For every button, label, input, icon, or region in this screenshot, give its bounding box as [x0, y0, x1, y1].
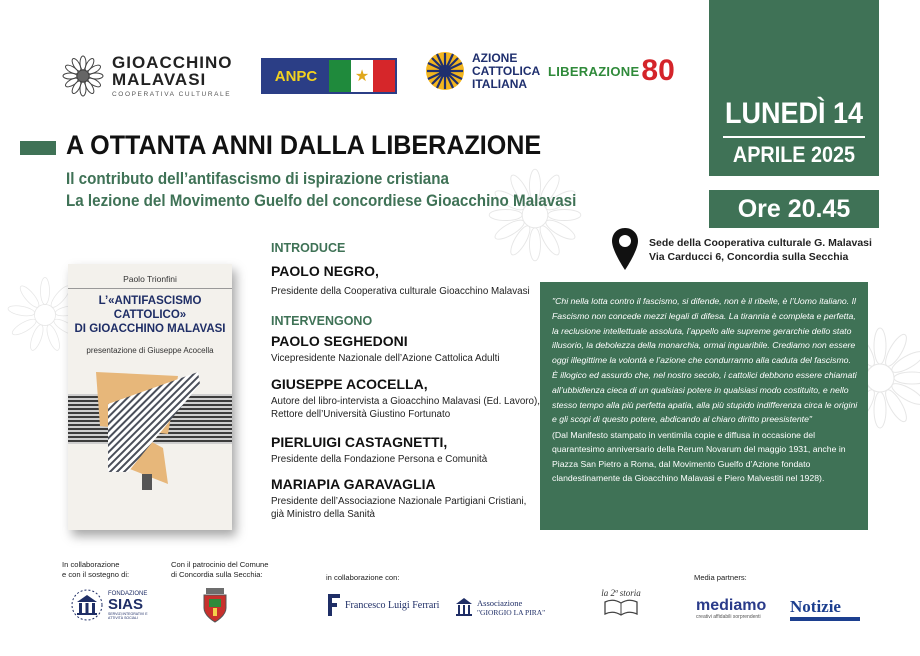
intervengono-label: INTERVENGONO: [271, 314, 373, 328]
date-divider: [723, 136, 865, 138]
mediamo-logo: [696, 598, 766, 620]
storia-logo: [598, 588, 644, 621]
book-presentation: presentazione di Giuseppe Acocella: [86, 346, 214, 355]
sunflower-icon: [62, 55, 104, 97]
quote-box: [540, 282, 868, 530]
ac-line2: CATTOLICA: [472, 63, 541, 78]
speaker-name: GIUSEPPE ACOCELLA,: [271, 376, 428, 392]
book-divider: [68, 288, 232, 289]
open-book-icon: [603, 598, 639, 616]
lapira-line2: "GIORGIO LA PIRA": [477, 607, 546, 617]
mediamo-sub: creativi affidabili sorprendenti: [696, 614, 761, 620]
book-title-line2: CATTOLICO»: [113, 309, 187, 321]
malavasi-subtitle: COOPERATIVA CULTURALE: [112, 91, 232, 98]
subtitle-line2: La lezione del Movimento Guelfo del concordiese Gioacchino Malavasi: [66, 192, 577, 210]
sias-building-icon: [70, 588, 104, 622]
azione-cattolica-logo: [424, 50, 540, 92]
book-title-line3: DI GIOACCHINO MALAVASI: [74, 323, 226, 335]
location-pin-icon: [610, 226, 640, 272]
speaker-name: PAOLO NEGRO,: [271, 263, 379, 279]
venue-line1: Sede della Cooperativa culturale G. Malavasi: [649, 237, 872, 249]
anpc-logo: [261, 58, 397, 94]
speaker-role: già Ministro della Sanità: [271, 509, 376, 520]
title-accent-bar: [20, 141, 56, 155]
venue-address: [649, 236, 872, 264]
sias-sub: SERVIZI INTEGRATIVI E ATTIVITÀ SOCIALI: [108, 611, 148, 620]
footer-collab1-line1: In collaborazione: [62, 560, 120, 569]
book-title-line1: L’«ANTIFASCISMO: [98, 295, 202, 307]
book-author: Paolo Trionfini: [123, 274, 177, 284]
notizie-logo: [790, 598, 860, 621]
ac-line1: AZIONE: [472, 50, 518, 65]
lapira-line1: Associazione: [477, 597, 523, 608]
introduce-label: INTRODUCE: [271, 241, 346, 255]
ac-line3: ITALIANA: [472, 76, 528, 91]
book-cover: [68, 264, 232, 530]
building-icon: [455, 597, 473, 617]
footer-patrocinio-line2: di Concordia sulla Secchia:: [171, 570, 263, 579]
malavasi-name-line2: MALAVASI: [112, 70, 207, 89]
quote-source: (Dal Manifesto stampato in ventimila copie e diffusa in occasione del quarantesimo anniversario della Rerum Novarum del maggio 1931, anche in Piazza San Pietro a Roma, dal Movimento Guelfo d’Azione fondato clandestinamente da Gioacchino Malavasi e Piero Malvestiti nel 1928).: [552, 430, 846, 483]
flower-decoration-icon: [480, 160, 590, 270]
footer-patrocinio: [171, 560, 269, 580]
ferrari-name: Francesco Luigi Ferrari: [345, 599, 440, 611]
event-day: LUNEDÌ 14: [724, 97, 864, 130]
footer-media: Media partners:: [694, 573, 747, 582]
mediamo-name: mediamo: [696, 597, 767, 614]
anpc-text: ANPC: [263, 60, 329, 92]
speaker-name: PIERLUIGI CASTAGNETTI,: [271, 434, 448, 450]
footer-collab2: in collaborazione con:: [326, 573, 400, 582]
event-time: Ore 20.45: [709, 190, 879, 228]
venue-line2: Via Carducci 6, Concordia sulla Secchia: [649, 251, 849, 263]
liberazione-text: LIBERAZIONE: [548, 63, 640, 79]
malavasi-name-line1: GIOACCHINO: [112, 53, 233, 72]
footer-collab1: [62, 560, 129, 580]
notizie-name: Notizie: [790, 597, 841, 616]
malavasi-logo: [62, 54, 233, 98]
ferrari-f-icon: [326, 592, 342, 618]
liberazione-80: 80: [641, 54, 675, 87]
speaker-role: Rettore dell’Università Giustino Fortunato: [271, 409, 451, 420]
page-title: A OTTANTA ANNI DALLA LIBERAZIONE: [66, 130, 542, 160]
speaker-role: Presidente della Cooperativa culturale Gioacchino Malavasi: [271, 286, 530, 297]
speaker-role: Vicepresidente Nazionale dell’Azione Cattolica Adulti: [271, 353, 500, 364]
speaker-role: Presidente dell’Associazione Nazionale Partigiani Cristiani,: [271, 496, 527, 507]
italian-flag-icon: ★: [329, 60, 395, 92]
speaker-role: Autore del libro-intervista a Gioacchino Malavasi (Ed. Lavoro),: [271, 396, 540, 407]
sias-logo: [70, 588, 148, 622]
sias-small: FONDAZIONE: [108, 590, 148, 597]
subtitle-line1: Il contributo dell’antifascismo di ispirazione cristiana: [66, 170, 449, 188]
footer-collab1-line2: e con il sostegno di:: [62, 570, 130, 579]
event-month: APRILE 2025: [732, 142, 856, 167]
liberazione80-logo: [548, 56, 675, 86]
sun-cross-icon: [424, 50, 466, 92]
footer-patrocinio-line1: Con il patrocinio del Comune: [171, 560, 269, 569]
speaker-role: Presidente della Fondazione Persona e Comunità: [271, 454, 488, 465]
lapira-logo: [455, 597, 545, 617]
comune-crest-icon: [200, 586, 230, 624]
ferrari-logo: [326, 592, 439, 618]
book-cover-artwork: [68, 364, 232, 530]
book-title: [68, 294, 232, 336]
date-panel: [709, 0, 879, 176]
manifesto-quote: "Chi nella lotta contro il fascismo, si difende, non è il ribelle, è l’Uomo italiano. Il Fascismo non concede mezzi legali di difesa. La tirannia è completa e perfetta, la reclusione intellettuale assoluta, l’appello alle supreme gerarchie dello stato illusorio, la debolezza della monarchia, ormai inguaribile. Crediamo non essere oggi illegittime la volontà e l’azione che condurranno alla caduta del fascismo. È illogico ed assurdo che, nel nostro secolo, i cattolici debbono essere chiamati all’ubbidienza cieca di un qualsiasi potere in qualsiasi modo costituito, e nello stesso tempo alla più perfetta apatia, alla più stupido indifferenza circa le origini e gli scopi di questo potere, abdicando al chiaro diritto preesistente": [552, 296, 858, 425]
sias-big: SIAS: [108, 595, 144, 613]
notizie-bar: [790, 617, 860, 621]
speaker-name: MARIAPIA GARAVAGLIA: [271, 476, 436, 492]
speaker-name: PAOLO SEGHEDONI: [271, 333, 408, 349]
storia-text: la 2ª storia: [601, 588, 641, 598]
